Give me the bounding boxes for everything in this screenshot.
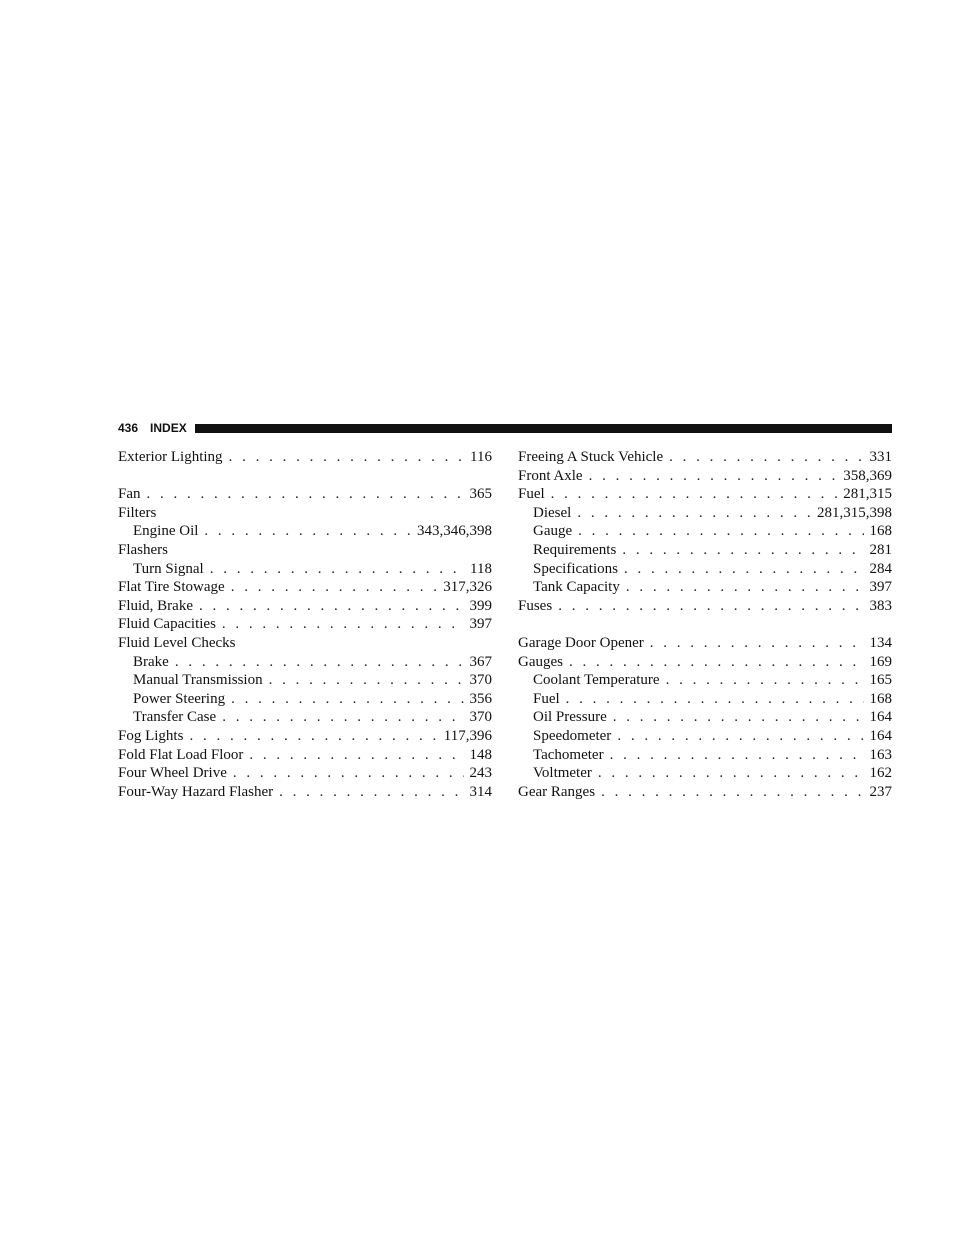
index-term: Voltmeter: [533, 765, 592, 782]
index-term: Coolant Temperature: [533, 672, 660, 689]
dot-leader: [249, 746, 463, 765]
index-page-ref: 383: [869, 597, 892, 614]
dot-leader: [577, 504, 811, 523]
index-entry: [518, 783, 892, 802]
index-subentry: [518, 727, 892, 746]
index-entry: [118, 578, 492, 597]
dot-leader: [189, 727, 437, 746]
index-term: Engine Oil: [133, 523, 199, 540]
index-entry: [118, 615, 492, 634]
index-page-ref: 164: [869, 709, 892, 726]
index-subentry: [118, 690, 492, 709]
index-page-ref: 148: [469, 746, 492, 763]
index-term: Transfer Case: [133, 709, 217, 726]
index-page-ref: 397: [869, 579, 892, 596]
index-term: Front Axle: [518, 467, 583, 484]
dot-leader: [231, 578, 438, 597]
index-page-ref: 343,346,398: [417, 523, 492, 540]
index-term: Fluid Level Checks: [118, 634, 236, 651]
index-page-ref: 365: [469, 486, 492, 503]
index-term: Flat Tire Stowage: [118, 579, 225, 596]
index-page-ref: 317,326: [443, 579, 492, 596]
index-page-ref: 397: [469, 616, 492, 633]
dot-leader: [601, 783, 863, 802]
dot-leader: [610, 746, 864, 765]
index-spacer: [118, 467, 492, 486]
index-term: Oil Pressure: [533, 709, 607, 726]
dot-leader: [551, 485, 838, 504]
index-subentry: [118, 522, 492, 541]
dot-leader: [204, 522, 411, 541]
index-page-ref: 284: [869, 560, 892, 577]
dot-leader: [222, 615, 464, 634]
dot-leader: [175, 653, 464, 672]
index-term: Fold Flat Load Floor: [118, 746, 244, 763]
index-subentry: [118, 653, 492, 672]
index-term: Power Steering: [133, 690, 226, 707]
index-entry: [518, 634, 892, 653]
index-subentry: [518, 578, 892, 597]
index-term: Manual Transmission: [133, 672, 263, 689]
index-entry: [118, 634, 492, 653]
dot-leader: [566, 690, 864, 709]
index-term: Filters: [118, 504, 157, 521]
index-term: Fuses: [518, 597, 553, 614]
index-term: Brake: [133, 653, 169, 670]
dot-leader: [624, 560, 864, 579]
index-term: Gauge: [533, 523, 573, 540]
index-term: Diesel: [533, 504, 572, 521]
section-title: INDEX: [150, 421, 187, 435]
dot-leader: [622, 541, 863, 560]
dot-leader: [589, 467, 838, 486]
index-term: Requirements: [533, 541, 617, 558]
index-column-right: [518, 448, 892, 801]
index-subentry: [518, 560, 892, 579]
page-header: [118, 419, 892, 437]
index-entry: [518, 448, 892, 467]
index-entry: [518, 653, 892, 672]
index-entry: [118, 746, 492, 765]
index-subentry: [118, 560, 492, 579]
index-entry: [118, 504, 492, 523]
index-entry: [518, 597, 892, 616]
dot-leader: [650, 634, 864, 653]
dot-leader: [229, 448, 464, 467]
dot-leader: [598, 764, 864, 783]
dot-leader: [222, 708, 463, 727]
index-term: Fluid, Brake: [118, 597, 193, 614]
index-page-ref: 281,315,398: [817, 504, 892, 521]
dot-leader: [578, 522, 863, 541]
index-term: Turn Signal: [133, 560, 204, 577]
index-entry: [518, 485, 892, 504]
index-page-ref: 370: [469, 709, 492, 726]
index-page-ref: 314: [469, 783, 492, 800]
index-page-ref: 370: [469, 672, 492, 689]
index-term: Exterior Lighting: [118, 449, 223, 465]
index-page-ref: 163: [869, 746, 892, 763]
index-subentry: [518, 671, 892, 690]
index-page-ref: 168: [869, 523, 892, 540]
index-term: Garage Door Opener: [518, 634, 644, 651]
index-subentry: [518, 764, 892, 783]
index-term: Freeing A Stuck Vehicle: [518, 449, 664, 465]
index-page-ref: 356: [469, 690, 492, 707]
index-entry: [118, 448, 492, 467]
index-spacer: [518, 615, 892, 634]
index-page-ref: 162: [869, 765, 892, 782]
index-entry: [118, 485, 492, 504]
index-term: Fuel: [533, 690, 560, 707]
index-subentry: [518, 746, 892, 765]
index-page-ref: 281,315: [843, 486, 892, 503]
index-page-ref: 169: [869, 653, 892, 670]
index-page-ref: 164: [869, 727, 892, 744]
dot-leader: [669, 448, 863, 467]
index-page-ref: 134: [869, 634, 892, 651]
index-entry: [118, 727, 492, 746]
index-term: Specifications: [533, 560, 618, 577]
index-page-ref: 118: [470, 560, 492, 577]
index-term: Fluid Capacities: [118, 616, 216, 633]
index-page-ref: 281: [869, 541, 892, 558]
index-subentry: [518, 541, 892, 560]
dot-leader: [558, 597, 863, 616]
index-entry: [518, 467, 892, 486]
index-entry: [118, 597, 492, 616]
page-number: 436: [118, 421, 139, 435]
index-page-ref: 243: [469, 765, 492, 782]
index-term: Gear Ranges: [518, 783, 596, 800]
index-page-ref: 168: [869, 690, 892, 707]
index-page-ref: 331: [869, 449, 892, 465]
index-entry: [118, 541, 492, 560]
index-term: Four-Way Hazard Flasher: [118, 783, 274, 800]
index-term: Fuel: [518, 486, 545, 503]
index-term: Gauges: [518, 653, 563, 670]
dot-leader: [233, 764, 464, 783]
index-subentry: [518, 690, 892, 709]
index-entry: [118, 764, 492, 783]
dot-leader: [626, 578, 864, 597]
index-page-ref: 165: [869, 672, 892, 689]
index-page-ref: 367: [469, 653, 492, 670]
dot-leader: [613, 708, 864, 727]
dot-leader: [269, 671, 464, 690]
index-entry: [118, 783, 492, 802]
dot-leader: [279, 783, 463, 802]
index-subentry: [118, 708, 492, 727]
index-subentry: [118, 671, 492, 690]
index-subentry: [518, 504, 892, 523]
dot-leader: [666, 671, 864, 690]
dot-leader: [231, 690, 463, 709]
dot-leader: [210, 560, 464, 579]
dot-leader: [569, 653, 864, 672]
index-subentry: [518, 522, 892, 541]
header-rule: [195, 424, 892, 433]
index-subentry: [518, 708, 892, 727]
index-term: Speedometer: [533, 727, 612, 744]
index-page-ref: 399: [469, 597, 492, 614]
index-page-ref: 237: [869, 783, 892, 800]
index-page-ref: 116: [470, 449, 492, 465]
index-page-ref: 358,369: [843, 467, 892, 484]
index-term: Fog Lights: [118, 727, 184, 744]
index-column-left: [118, 448, 492, 801]
index-term: Tachometer: [533, 746, 604, 763]
index-term: Four Wheel Drive: [118, 765, 227, 782]
index-page-ref: 117,396: [443, 727, 492, 744]
index-term: Tank Capacity: [533, 579, 620, 596]
dot-leader: [199, 597, 464, 616]
dot-leader: [617, 727, 863, 746]
dot-leader: [147, 485, 464, 504]
index-term: Flashers: [118, 541, 168, 558]
index-term: Fan: [118, 486, 141, 503]
